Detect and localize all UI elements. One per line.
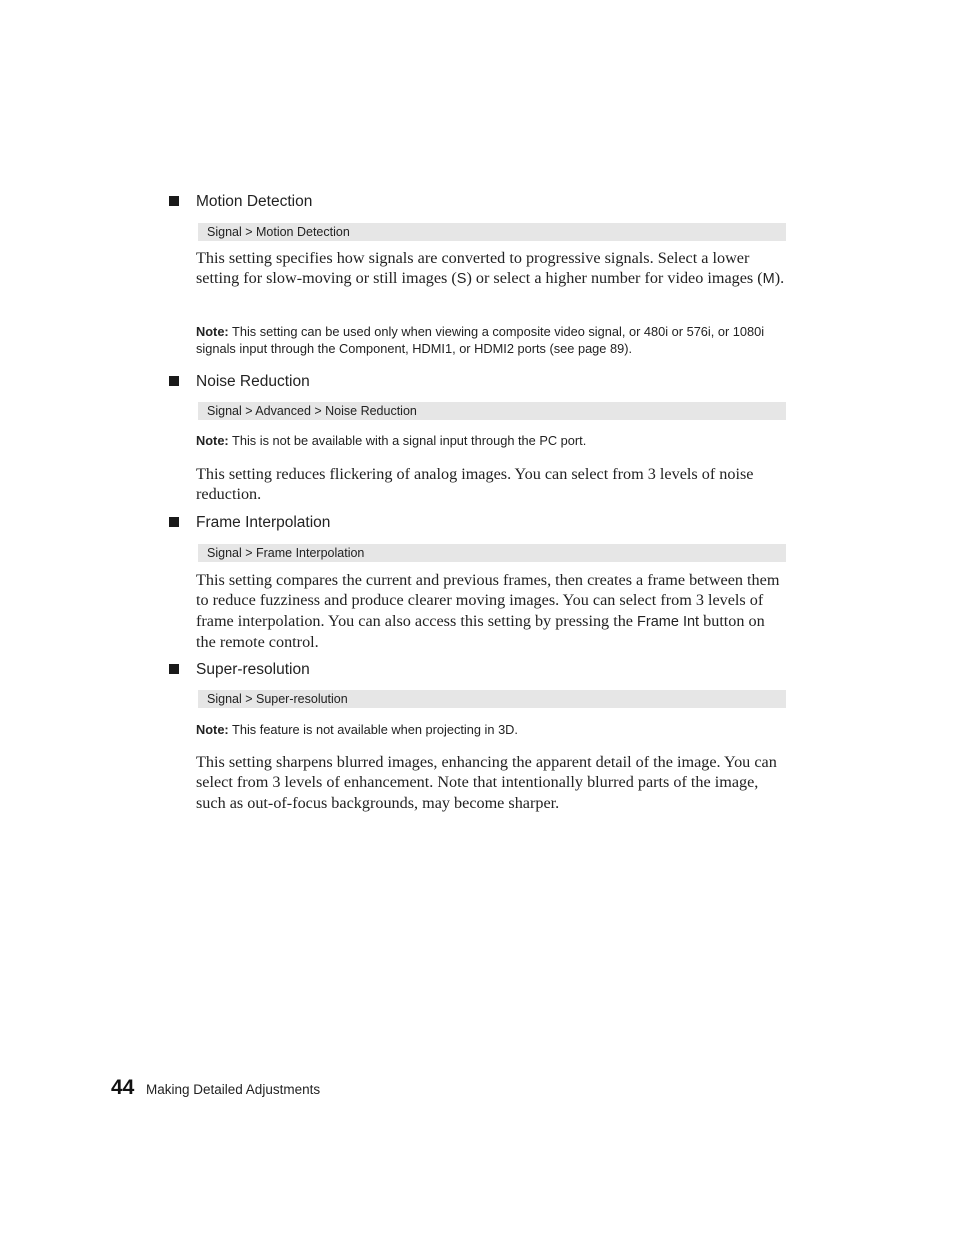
bullet-icon bbox=[169, 196, 179, 206]
note-noise-reduction: Note: This is not be available with a signal input through the PC port. bbox=[196, 433, 587, 448]
body-text-frame-interpolation: This setting compares the current and previous frames, then creates a frame between them to reduce fuzziness and produce clearer moving images. You can select from 3 levels of frame interpolation. You can also access this setting by pressing the Frame Int button on the remote control. bbox=[196, 571, 780, 651]
note-motion-detection: Note: This setting can be used only when viewing a composite video signal, or 480i or 576i, or 1080i signals input through the Component, HDMI1, or HDMI2 ports (see page 89). bbox=[196, 324, 765, 356]
bullet-icon bbox=[169, 664, 179, 674]
body-text-super-resolution: This setting sharpens blurred images, enhancing the apparent detail of the image. You can select from 3 levels of enhancement. Note that intentionally blurred parts of the image, such as out-of-focus backgrounds, may become sharper. bbox=[196, 753, 777, 812]
menu-path-noise-reduction: Signal > Advanced > Noise Reduction bbox=[198, 402, 786, 420]
note-super-resolution: Note: This feature is not available when projecting in 3D. bbox=[196, 722, 518, 737]
bullet-icon bbox=[169, 517, 179, 527]
menu-path-frame-interpolation: Signal > Frame Interpolation bbox=[198, 544, 786, 562]
body-text-noise-reduction: This setting reduces flickering of analog images. You can select from 3 levels of noise reduction. bbox=[196, 465, 754, 504]
menu-path-super-resolution: Signal > Super-resolution bbox=[198, 690, 786, 708]
body-text-motion-detection: This setting specifies how signals are converted to progressive signals. Select a lower setting for slow-moving or still images (S) or select a higher number for video images (M). bbox=[196, 249, 785, 288]
section-heading-frame-interpolation: Frame Interpolation bbox=[196, 514, 331, 531]
chapter-title: Making Detailed Adjustments bbox=[146, 1082, 321, 1097]
menu-path-motion-detection: Signal > Motion Detection bbox=[198, 223, 786, 241]
section-heading-super-resolution: Super-resolution bbox=[196, 661, 310, 678]
section-heading-motion-detection: Motion Detection bbox=[196, 193, 313, 210]
bullet-icon bbox=[169, 376, 179, 386]
page-number: 44 bbox=[111, 1076, 135, 1099]
section-heading-noise-reduction: Noise Reduction bbox=[196, 373, 310, 390]
